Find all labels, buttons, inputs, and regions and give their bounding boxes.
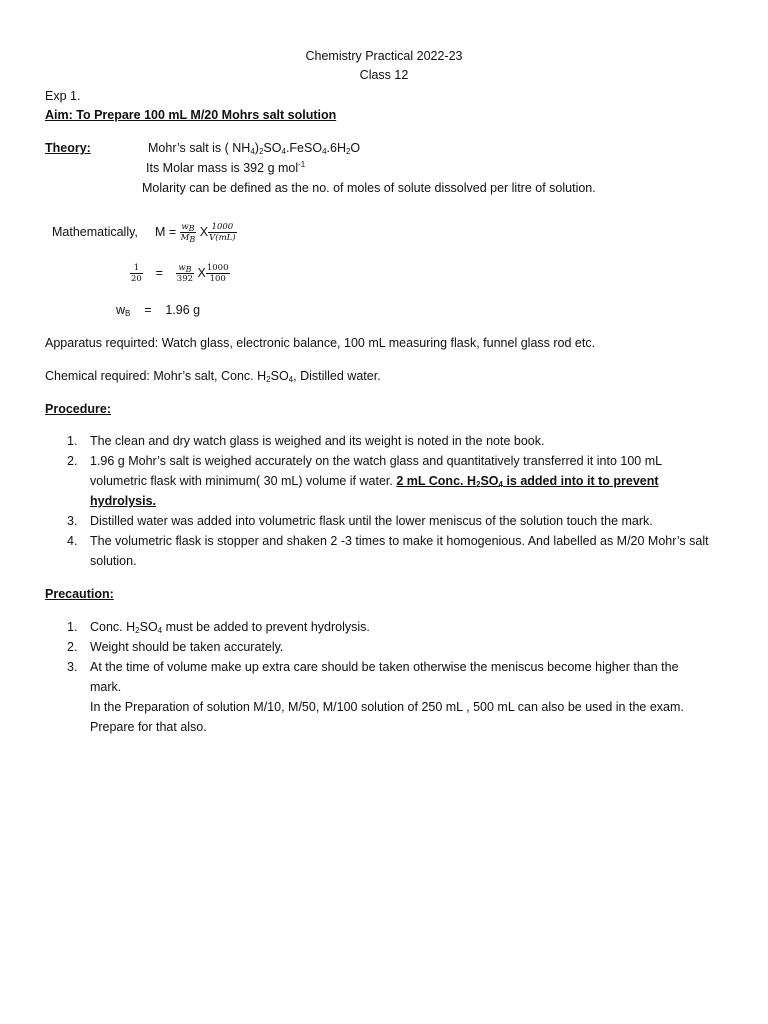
precaution-item-3: At the time of volume make up extra care should be taken otherwise the meniscus become higher than the mark. In the Preparation of solution M/10, M/50, M/100 solution of 250 mL , 500 mL can also be used in the exam. Prepare for that also. <box>90 660 684 734</box>
molarity-definition: Molarity can be defined as the no. of moles of solute dissolved per litre of solution. <box>142 181 596 195</box>
theory-heading: Theory: <box>45 141 91 155</box>
exam-note: In the Preparation of solution M/10, M/50, M/100 solution of 250 mL , 500 mL can also be used in the exam. Prepare for that also. <box>90 700 684 734</box>
procedure-item-1: The clean and dry watch glass is weighed and its weight is noted in the note book. <box>90 434 545 448</box>
precaution-num-2: 2. <box>67 640 78 654</box>
procedure-item-2: 1.96 g Mohr’s salt is weighed accurately on the watch glass and quantitatively transferred it into 100 mL volumetric flask with minimum( 30 mL) volume if water. 2 mL Conc. $H_2SO_4$ is added into it to prevent hydrolysis. <box>90 454 662 508</box>
apparatus-required: Apparatus requirted: Watch glass, electronic balance, 100 mL measuring flask, funnel glass rod etc. <box>45 336 596 350</box>
precaution-num-1: 1. <box>67 620 78 634</box>
procedure-item-4: The volumetric flask is stopper and shaken 2 -3 times to make it homogenious. And labelled as M/20 Mohr’s salt solution. <box>90 534 709 568</box>
page-title: Chemistry Practical 2022-23 <box>305 49 463 63</box>
procedure-heading: Procedure: <box>45 402 111 416</box>
procedure-num-4: 4. <box>67 534 78 548</box>
fraction-wb-392: $\frac{w_B}{392}$ <box>176 263 194 285</box>
precaution-item-1: Conc. $H_2SO_4$ must be added to prevent hydrolysis. <box>90 620 370 635</box>
procedure-num-3: 3. <box>67 514 78 528</box>
aim-heading: Aim: To Prepare 100 mL M/20 Mohrs salt solution <box>45 108 337 122</box>
chemical-required: Chemical required: Mohr’s salt, Conc. $H_2SO_4$, Distilled water. <box>45 369 381 384</box>
precaution-item-2: Weight should be taken accurately. <box>90 640 284 654</box>
precaution-heading: Precaution: <box>45 587 114 601</box>
procedure-num-1: 1. <box>67 434 78 448</box>
fraction-wb-mb: $\frac{w_B}{M_B}$ <box>180 222 196 245</box>
molarity-equation: M = $\frac{w_B}{M_B}$ X $\frac{1000}{V(mL)}$ <box>155 222 236 245</box>
wb-result: $w_B = 1.96$ g <box>116 303 201 318</box>
math-label: Mathematically, <box>52 225 138 239</box>
class-label: Class 12 <box>359 68 409 82</box>
fraction-1000-100: $\frac{1000}{100}$ <box>206 263 229 285</box>
procedure-item-3: Distilled water was added into volumetric flask until the lower meniscus of the solution touch the mark. <box>90 514 653 528</box>
molar-mass-text: Its Molar mass is 392 g mol$^{-1}$ <box>146 160 306 175</box>
procedure-num-2: 2. <box>67 454 78 468</box>
procedure-item-2-emphasis: 2 mL Conc. $H_2SO_4$ is added into it to prevent hydrolysis. <box>90 474 659 508</box>
exp-label: Exp 1. <box>45 89 81 103</box>
fraction-1-20: $\frac{1}{20}$ <box>131 263 142 285</box>
mohrs-salt-formula: Mohr’s salt is ( $NH_4)_2SO_4.FeSO_4.6H_2O$ <box>148 141 361 156</box>
substituted-equation: $\frac{1}{20}$ = $\frac{w_B}{392}$ X $\frac{1000}{100}$ <box>131 263 229 285</box>
precaution-num-3: 3. <box>67 660 78 674</box>
fraction-1000-v: $\frac{1000}{V(mL)}$ <box>209 222 236 244</box>
